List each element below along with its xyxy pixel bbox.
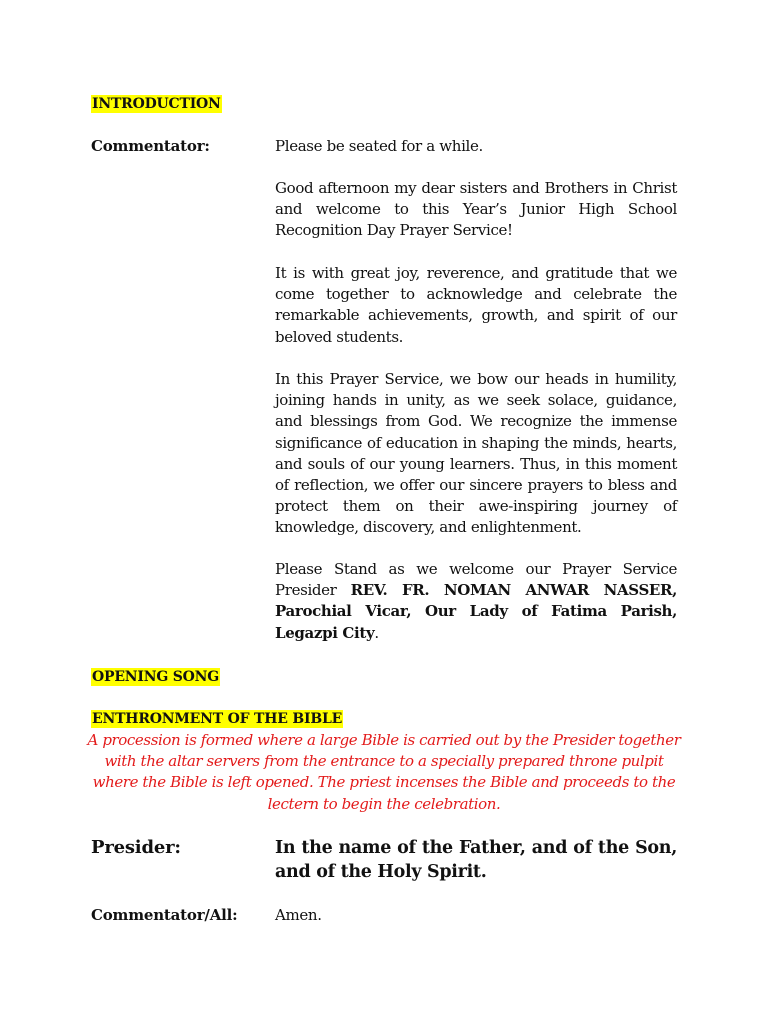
intro-paragraph-3: It is with great joy, reverence, and gratitude that we come together to acknowledge and celebrate the remarkable achievements, growth, and spirit of our beloved students. (275, 264, 677, 346)
presider-name: REV. FR. NOMAN ANWAR NASSER, Parochial Vicar, Our Lady of Fatima Parish, Legazpi City (275, 581, 677, 642)
intro-paragraph-1: Please be seated for a while. (275, 137, 483, 155)
amen-response: Amen. (275, 906, 322, 924)
welcome-text: Please Stand as we welcome our Prayer Service Presider (275, 560, 677, 600)
opening-song-heading: OPENING SONG (92, 669, 220, 685)
commentator-label: Commentator: (91, 137, 210, 155)
enthronement-rubric: A procession is formed where a large Bible is carried out by the Presider together with the altar servers from the entrance to a specially prepared throne pulpit where the Bible is left opened. The priest incenses the Bible and proceeds to the lectern to begin the celebration. (87, 731, 681, 813)
enthronement-heading: ENTHRONMENT OF THE BIBLE (92, 711, 343, 727)
welcome-end: . (374, 623, 379, 642)
intro-paragraph-2: Good afternoon my dear sisters and Brothers in Christ and welcome to this Year’s Junior High School Recognition Day Prayer Service! (275, 179, 677, 240)
intro-paragraph-5 (275, 559, 677, 644)
sign-of-cross-text: In the name of the Father, and of the Son, and of the Holy Spirit. (275, 838, 677, 882)
presider-label: Presider: (91, 837, 181, 858)
intro-paragraph-4: In this Prayer Service, we bow our heads in humility, joining hands in unity, as we seek solace, guidance, and blessings from God. We recognize the immense significance of education in shaping the minds, hearts, and souls of our young learners. Thus, in this moment of reflection, we offer our sincere prayers to bless and protect them on their awe-inspiring journey of knowledge, discovery, and enlightenment. (275, 370, 677, 537)
introduction-heading: INTRODUCTION (92, 96, 221, 112)
commentator-all-label: Commentator/All: (91, 906, 238, 924)
